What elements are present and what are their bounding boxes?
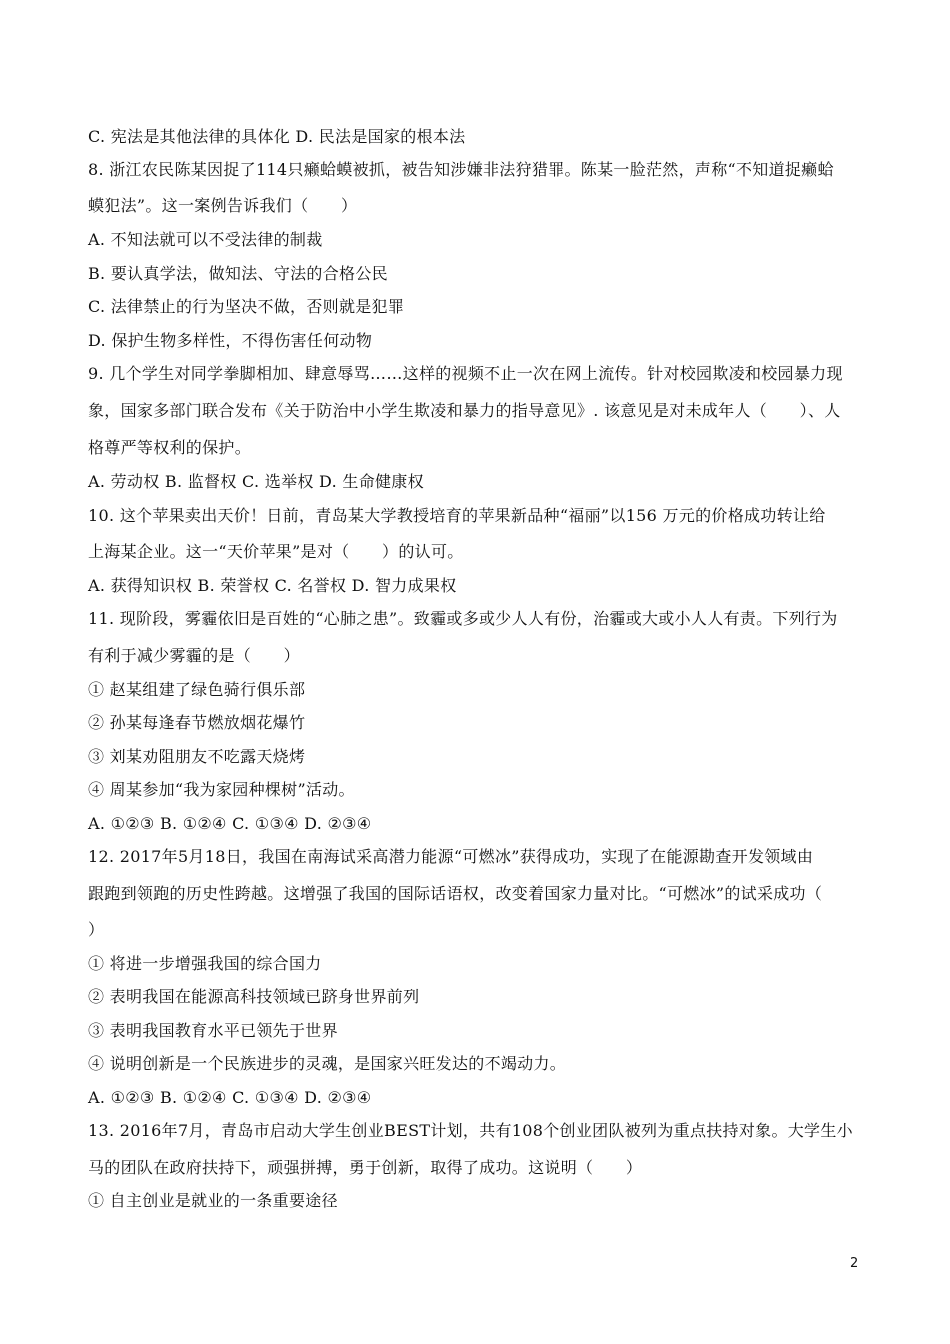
question-9-line-3: 格尊严等权利的保护。 (88, 438, 252, 457)
option-line: A. 获得知识权 B. 荣誉权 C. 名誉权 D. 智力成果权 (88, 576, 457, 595)
statement-line: ② 孙某每逢春节燃放烟花爆竹 (88, 713, 306, 732)
question-9-line-2: 象，国家多部门联合发布《关于防治中小学生欺凌和暴力的指导意见》. 该意见是对未成年人（ ）、人 (88, 401, 841, 420)
option-line: C. 法律禁止的行为坚决不做，否则就是犯罪 (88, 297, 405, 316)
question-10-line-1: 10. 这个苹果卖出天价！日前，青岛某大学教授培育的苹果新品种“福丽”以156 万元的价格成功转让给 (88, 506, 826, 525)
option-line: B. 要认真学法，做知法、守法的合格公民 (88, 264, 388, 283)
option-line: C. 宪法是其他法律的具体化 D. 民法是国家的根本法 (88, 127, 466, 146)
option-line: A. 劳动权 B. 监督权 C. 选举权 D. 生命健康权 (88, 472, 424, 491)
question-8-line-1: 8. 浙江农民陈某因捉了114只癞蛤蟆被抓，被告知涉嫌非法狩猎罪。陈某一脸茫然，声称“不知道捉癞蛤 (88, 160, 834, 179)
question-10-line-2: 上海某企业。这一“天价苹果”是对（ ）的认可。 (88, 542, 464, 561)
page-number: 2 (850, 1256, 859, 1271)
statement-line: ③ 表明我国教育水平已领先于世界 (88, 1021, 338, 1040)
question-11-line-2: 有利于减少雾霾的是（ ） (88, 646, 300, 665)
option-line: A. 不知法就可以不受法律的制裁 (88, 230, 323, 249)
question-12-line-2: 跟跑到领跑的历史性跨越。这增强了我国的国际话语权，改变着国家力量对比。“可燃冰”的试采成功（ (88, 884, 823, 903)
question-8-line-2: 蟆犯法”。这一案例告诉我们（ ） (88, 196, 358, 215)
statement-line: ① 将进一步增强我国的综合国力 (88, 954, 322, 973)
question-13-line-1: 13. 2016年7月，青岛市启动大学生创业BEST计划，共有108个创业团队被列为重点扶持对象。大学生小 (88, 1121, 853, 1140)
question-12-line-1: 12. 2017年5月18日，我国在南海试采高潜力能源“可燃冰”获得成功，实现了在能源勘查开发领域由 (88, 847, 814, 866)
question-11-line-1: 11. 现阶段，雾霾依旧是百姓的“心肺之患”。致霾或多或少人人有份，治霾或大或小人人有责。下列行为 (88, 609, 838, 628)
option-line: D. 保护生物多样性，不得伤害任何动物 (88, 331, 373, 350)
question-12-line-3: ） (88, 920, 105, 939)
statement-line: ③ 刘某劝阻朋友不吃露天烧烤 (88, 747, 306, 766)
statement-line: ④ 周某参加“我为家园种棵树”活动。 (88, 780, 355, 799)
option-line: A. ①②③ B. ①②④ C. ①③④ D. ②③④ (88, 814, 372, 833)
option-line: A. ①②③ B. ①②④ C. ①③④ D. ②③④ (88, 1088, 372, 1107)
statement-line: ① 赵某组建了绿色骑行俱乐部 (88, 680, 306, 699)
question-13-line-2: 马的团队在政府扶持下，顽强拼搏，勇于创新，取得了成功。这说明（ ） (88, 1158, 643, 1177)
statement-line: ④ 说明创新是一个民族进步的灵魂，是国家兴旺发达的不竭动力。 (88, 1054, 567, 1073)
question-9-line-1: 9. 几个学生对同学拳脚相加、肆意辱骂……这样的视频不止一次在网上流传。针对校园欺凌和校园暴力现 (88, 364, 843, 383)
statement-line: ② 表明我国在能源高科技领域已跻身世界前列 (88, 987, 420, 1006)
statement-line: ① 自主创业是就业的一条重要途径 (88, 1191, 338, 1210)
